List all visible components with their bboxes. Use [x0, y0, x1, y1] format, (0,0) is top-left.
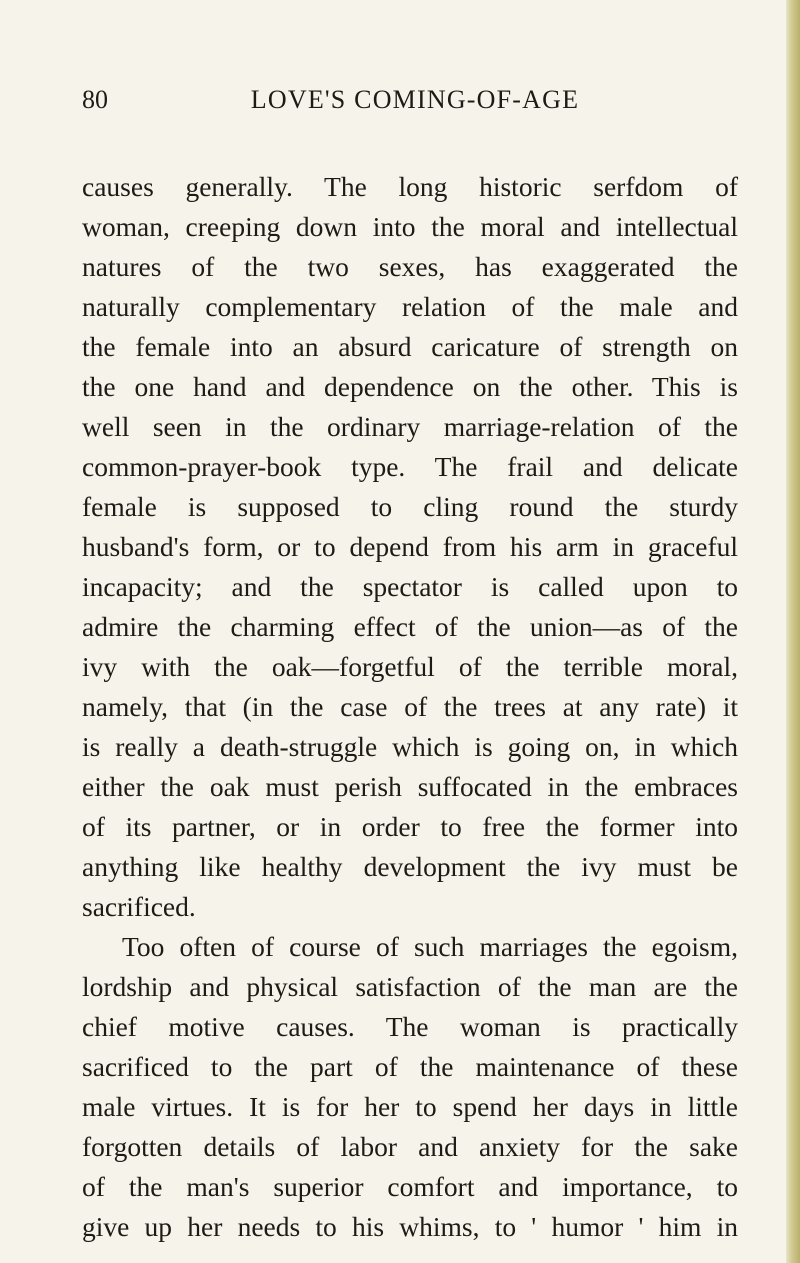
- text-line: natures of the two sexes, has exaggerated the: [82, 251, 738, 282]
- text-line: woman, creeping down into the moral and intellectual: [82, 211, 738, 242]
- text-line: female is supposed to cling round the sturdy: [82, 491, 738, 522]
- text-line: namely, that (in the case of the trees at any rate) it: [82, 691, 738, 722]
- text-line: give up her needs to his whims, to ' humor ' him in: [82, 1211, 738, 1242]
- body-text: [82, 167, 738, 1247]
- page-edge: [786, 0, 800, 1263]
- text-line: anything like healthy development the ivy must be: [82, 851, 738, 882]
- paragraph-start-line: Too often of course of such marriages the egoism,: [122, 931, 738, 962]
- text-line: of the man's superior comfort and importance, to: [82, 1171, 738, 1202]
- text-line: husband's form, or to depend from his arm in graceful: [82, 531, 738, 562]
- text-line: either the oak must perish suffocated in the embraces: [82, 771, 738, 802]
- text-line: incapacity; and the spectator is called upon to: [82, 571, 738, 602]
- paragraph-end-line: sacrificed.: [82, 891, 196, 922]
- text-line: chief motive causes. The woman is practically: [82, 1011, 738, 1042]
- running-title: LOVE'S COMING-OF-AGE: [250, 85, 580, 114]
- text-line: causes generally. The long historic serfdom of: [82, 171, 738, 202]
- text-line: admire the charming effect of the union—as of the: [82, 611, 738, 642]
- text-line: naturally complementary relation of the male and: [82, 291, 738, 322]
- text-line: male virtues. It is for her to spend her days in little: [82, 1091, 738, 1122]
- text-line: the female into an absurd caricature of strength on: [82, 331, 738, 362]
- text-line: forgotten details of labor and anxiety for the sake: [82, 1131, 738, 1162]
- text-line: common-prayer-book type. The frail and delicate: [82, 451, 738, 482]
- text-line: sacrificed to the part of the maintenance of these: [82, 1051, 738, 1082]
- text-line: of its partner, or in order to free the former into: [82, 811, 738, 842]
- page-number: 80: [82, 85, 108, 114]
- text-line: ivy with the oak—forgetful of the terrible moral,: [82, 651, 738, 682]
- text-line: is really a death-struggle which is going on, in which: [82, 731, 738, 762]
- text-line: lordship and physical satisfaction of the man are the: [82, 971, 738, 1002]
- page-header: [82, 80, 738, 120]
- text-line: well seen in the ordinary marriage-relation of the: [82, 411, 738, 442]
- text-line: the one hand and dependence on the other. This is: [82, 371, 738, 402]
